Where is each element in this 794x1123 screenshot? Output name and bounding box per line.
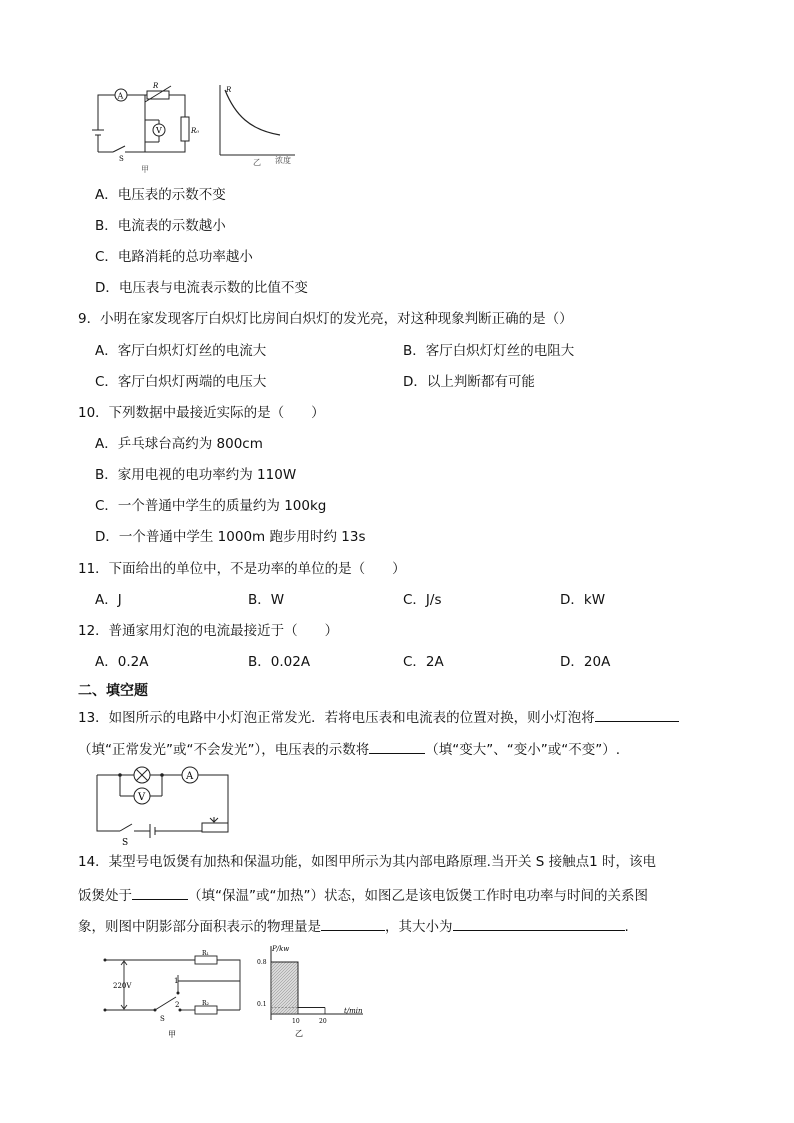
q12-option-c: C．2A bbox=[403, 654, 444, 670]
q8-circuit-and-graph bbox=[85, 80, 325, 175]
q13-text-3: （填“变大”、“变小”或“不变”）. bbox=[425, 742, 620, 758]
fig8-voltmeter-label: V bbox=[156, 126, 162, 135]
q13-ammeter-label: A bbox=[186, 771, 194, 782]
q14-power-time-graph bbox=[255, 942, 380, 1040]
q9-stem: 9．小明在家发现客厅白炽灯比房间白炽灯的发光亮，对这种现象判断正确的是（） bbox=[78, 311, 573, 327]
q14-x-tick-20: 20 bbox=[319, 1018, 327, 1025]
q14-text-4: 象，则图中阴影部分面积表示的物理量是 bbox=[78, 919, 321, 935]
q14-y-tick-0-8: 0.8 bbox=[257, 959, 267, 966]
q8-figure bbox=[85, 80, 325, 175]
q14-voltage-label: 220V bbox=[113, 982, 132, 990]
q13-line1 bbox=[78, 707, 679, 727]
q14-contact2-label: 2 bbox=[175, 1001, 180, 1009]
q10-option-b: B．家用电视的电功率约为 110W bbox=[95, 467, 297, 483]
q14-x-axis-label: t/min bbox=[344, 1007, 363, 1015]
q12-option-d: D．20A bbox=[560, 654, 611, 670]
q11-option-c: C．J/s bbox=[403, 592, 442, 608]
q13-figure bbox=[92, 765, 237, 848]
q13-blank-1[interactable] bbox=[595, 707, 679, 722]
q14-text-5: ，其大小为 bbox=[385, 919, 453, 935]
q12-stem: 12．普通家用灯泡的电流最接近于（ ） bbox=[78, 623, 339, 639]
q8-option-b: B．电流表的示数越小 bbox=[95, 218, 226, 234]
q14-text-6: . bbox=[624, 919, 629, 935]
q12-option-b: B．0.02A bbox=[248, 654, 311, 670]
fig8-ammeter-label: A bbox=[117, 91, 124, 101]
q8-option-d: D．电压表与电流表示数的比值不变 bbox=[95, 280, 308, 296]
q12-option-a: A．0.2A bbox=[95, 654, 149, 670]
q13-circuit bbox=[92, 765, 237, 848]
q14-right-caption: 乙 bbox=[295, 1029, 303, 1038]
fig8-graph-y-label: R bbox=[226, 86, 232, 94]
q14-r2-label: R₂ bbox=[202, 1000, 209, 1007]
q10-option-c: C．一个普通中学生的质量约为 100kg bbox=[95, 498, 327, 514]
fig8-left-caption: 甲 bbox=[141, 165, 149, 174]
q14-y-axis-label: P/kw bbox=[272, 945, 290, 953]
q14-line2 bbox=[78, 885, 648, 905]
q14-contact1-label: 1 bbox=[174, 977, 179, 985]
q9-option-a: A．客厅白炽灯灯丝的电流大 bbox=[95, 343, 267, 359]
q14-line3 bbox=[78, 916, 629, 936]
q14-circuit bbox=[100, 945, 250, 1040]
q14-circuit-figure bbox=[100, 945, 250, 1040]
q11-option-b: B．W bbox=[248, 592, 285, 608]
q14-graph-figure bbox=[255, 942, 380, 1040]
q10-option-a: A．乒乓球台高约为 800cm bbox=[95, 436, 263, 452]
q14-shaded-area bbox=[271, 962, 298, 1014]
fig8-switch-label: S bbox=[119, 155, 124, 163]
q8-option-a: A．电压表的示数不变 bbox=[95, 187, 226, 203]
section-heading: 二、填空题 bbox=[78, 683, 148, 699]
q13-line2 bbox=[78, 739, 620, 759]
q8-option-c: C．电路消耗的总功率越小 bbox=[95, 249, 253, 265]
q13-switch-label: S bbox=[122, 838, 129, 848]
q14-blank-2[interactable] bbox=[321, 916, 385, 931]
fig8-sensor-label: R bbox=[153, 82, 159, 90]
q14-blank-3[interactable] bbox=[453, 916, 625, 931]
fig8-r0-label: R₀ bbox=[191, 127, 200, 135]
q9-option-b: B．客厅白炽灯灯丝的电阻大 bbox=[403, 343, 575, 359]
q13-text-1: 13．如图所示的电路中小灯泡正常发光．若将电压表和电流表的位置对换，则小灯泡将 bbox=[78, 710, 595, 726]
q11-option-a: A．J bbox=[95, 592, 122, 608]
q14-left-caption: 甲 bbox=[168, 1030, 176, 1039]
q11-stem: 11．下面给出的单位中，不是功率的单位的是（ ） bbox=[78, 561, 406, 577]
q9-option-c: C．客厅白炽灯两端的电压大 bbox=[95, 374, 267, 390]
q11-option-d: D．kW bbox=[560, 592, 606, 608]
q13-voltmeter-label: V bbox=[138, 792, 146, 803]
q14-line1: 14．某型号电饭煲有加热和保温功能，如图甲所示为其内部电路原理.当开关 S 接触点1 时，该电 bbox=[78, 854, 657, 870]
q14-text-3: （填“保温”或“加热”）状态，如图乙是该电饭煲工作时电功率与时间的关系图 bbox=[188, 888, 648, 904]
q14-x-tick-10: 10 bbox=[292, 1018, 300, 1025]
q13-blank-2[interactable] bbox=[369, 739, 425, 754]
q13-text-2: （填“正常发光”或“不会发光”），电压表的示数将 bbox=[78, 742, 370, 758]
fig8-right-caption: 乙 bbox=[253, 158, 261, 167]
q14-y-tick-0-1: 0.1 bbox=[257, 1001, 267, 1008]
q9-option-d: D．以上判断都有可能 bbox=[403, 374, 535, 390]
q14-blank-1[interactable] bbox=[132, 885, 188, 900]
q10-stem: 10．下列数据中最接近实际的是（ ） bbox=[78, 405, 325, 421]
q10-option-d: D．一个普通中学生 1000m 跑步用时约 13s bbox=[95, 529, 366, 545]
q14-r1-label: R₁ bbox=[202, 950, 209, 957]
q14-text-2: 饭煲处于 bbox=[78, 888, 132, 904]
q14-switch-label: S bbox=[160, 1015, 165, 1023]
fig8-graph-x-label: 浓度 bbox=[275, 156, 291, 165]
